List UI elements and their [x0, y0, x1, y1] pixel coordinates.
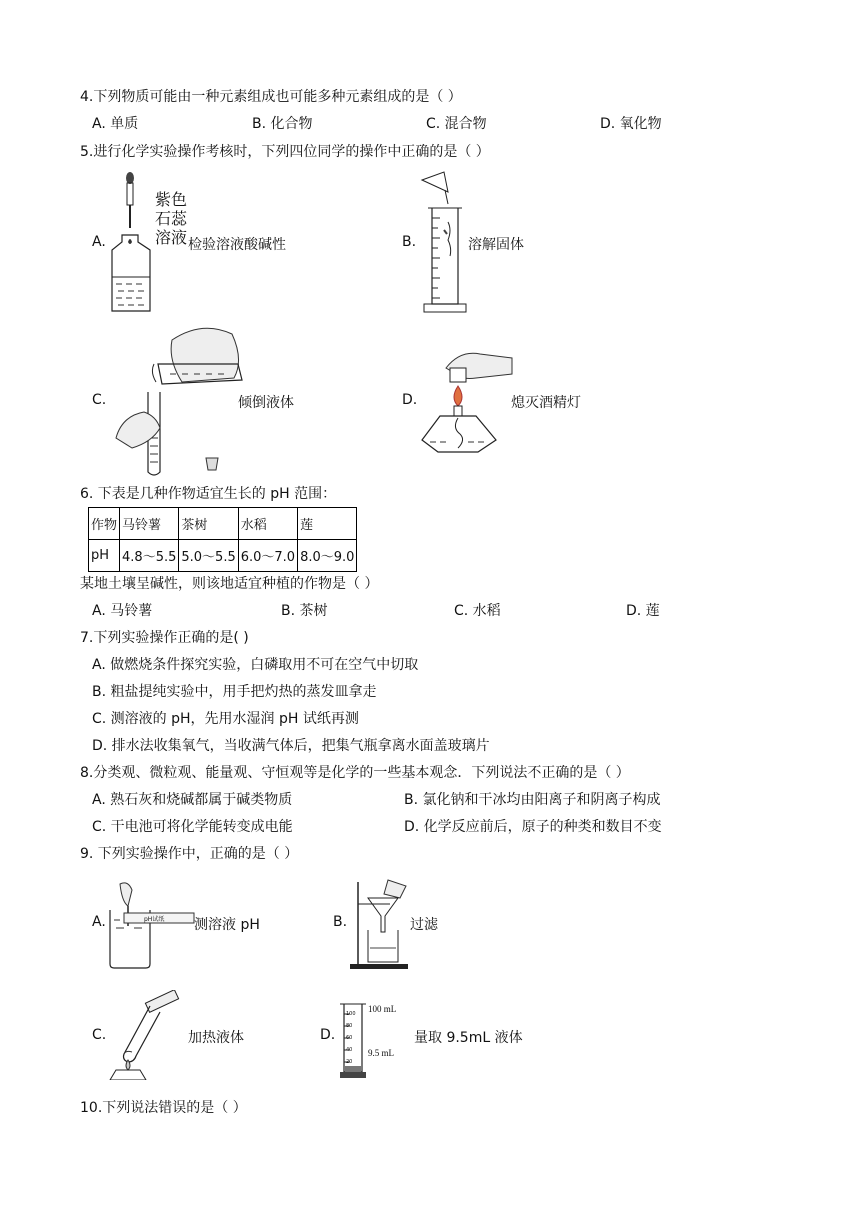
scale-tick-label: 100: [346, 1011, 356, 1017]
scale-tick-label: 20: [346, 1059, 353, 1065]
q5a-dropper-bottle-figure: [108, 170, 156, 315]
q9a-ph-test-figure: [106, 880, 196, 970]
q7-option-b: B. 粗盐提纯实验中，用手把灼热的蒸发皿拿走: [92, 684, 377, 700]
q9d-scale: [346, 1008, 356, 1068]
scale-tick-label: 80: [346, 1023, 353, 1029]
q9d-caption: 量取 9.5mL 液体: [414, 1030, 523, 1046]
table-cell: 莲: [298, 508, 357, 540]
q9d-mark-top: 100 mL: [368, 1004, 397, 1014]
table-cell: 5.0～5.5: [179, 540, 238, 572]
q9a-strip-label: pH试纸: [144, 916, 165, 923]
q4-stem: 4.下列物质可能由一种元素组成也可能多种元素组成的是（ ）: [80, 89, 462, 105]
q7-option-a: A. 做燃烧条件探究实验，白磷取用不可在空气中切取: [92, 657, 419, 673]
q9a-caption: 测溶液 pH: [194, 917, 260, 933]
q4-option-c: C. 混合物: [426, 116, 487, 132]
q9d-mark-bottom: 9.5 mL: [368, 1048, 394, 1058]
q5a-letter: A.: [92, 234, 106, 250]
table-cell: pH: [89, 540, 120, 572]
q10-stem: 10.下列说法错误的是（ ）: [80, 1100, 247, 1116]
q5c-letter: C.: [92, 392, 107, 408]
q5b-letter: B.: [402, 234, 417, 250]
q5a-label-line: 紫色: [155, 190, 188, 209]
q6-option-c: C. 水稻: [454, 603, 501, 619]
q5d-alcohol-lamp-figure: [420, 344, 516, 458]
scale-tick-label: 40: [346, 1047, 353, 1053]
q5d-caption: 熄灭酒精灯: [511, 395, 581, 411]
q8-option-a: A. 熟石灰和烧碱都属于碱类物质: [92, 792, 293, 808]
q9b-letter: B.: [333, 914, 348, 930]
q8-stem: 8.分类观、微粒观、能量观、守恒观等是化学的一些基本观念．下列说法不正确的是（ ）: [80, 765, 630, 781]
ph-range-table: [88, 507, 357, 572]
q5-stem: 5.进行化学实验操作考核时，下列四位同学的操作中正确的是（ ）: [80, 144, 490, 160]
q9c-letter: C.: [92, 1027, 107, 1043]
q5c-pouring-figure: [112, 320, 250, 478]
q8-option-d: D. 化学反应前后，原子的种类和数目不变: [404, 819, 662, 835]
q9c-caption: 加热液体: [188, 1030, 244, 1046]
table-cell: 水稻: [238, 508, 297, 540]
table-cell: 马铃薯: [120, 508, 179, 540]
q6-option-d: D. 莲: [626, 603, 660, 619]
q4-option-d: D. 氧化物: [600, 116, 662, 132]
table-cell: 8.0～9.0: [298, 540, 357, 572]
q4-option-b: B. 化合物: [252, 116, 313, 132]
q6-stem: 6. 下表是几种作物适宜生长的 pH 范围：: [80, 486, 337, 502]
q6-option-b: B. 茶树: [281, 603, 328, 619]
q5a-label-line: 石蕊: [155, 209, 188, 228]
q5a-litmus-label: [155, 190, 187, 247]
q7-option-d: D. 排水法收集氧气，当收满气体后，把集气瓶拿离水面盖玻璃片: [92, 738, 490, 754]
table-cell: 4.8～5.5: [120, 540, 179, 572]
q9b-filtration-figure: [348, 876, 410, 970]
table-header-row: [89, 508, 357, 540]
q5b-cylinder-figure: [418, 170, 468, 315]
q9-stem: 9. 下列实验操作中，正确的是（ ）: [80, 846, 299, 862]
table-cell: 茶树: [179, 508, 238, 540]
q7-stem: 7.下列实验操作正确的是( ): [80, 630, 249, 646]
q5c-caption: 倾倒液体: [238, 395, 294, 411]
scale-tick-label: 60: [346, 1035, 353, 1041]
q5b-caption: 溶解固体: [468, 237, 524, 253]
q5a-label-line: 溶液: [155, 228, 188, 247]
q9d-letter: D.: [320, 1027, 336, 1043]
q8-option-b: B. 氯化钠和干冰均由阳离子和阴离子构成: [404, 792, 661, 808]
q4-option-a: A. 单质: [92, 116, 139, 132]
q9a-letter: A.: [92, 914, 106, 930]
table-cell: 作物: [89, 508, 120, 540]
q9c-heating-figure: [108, 990, 188, 1080]
q7-option-c: C. 测溶液的 pH，先用水湿润 pH 试纸再测: [92, 711, 359, 727]
q6-question: 某地土壤呈碱性，则该地适宜种植的作物是（ ）: [80, 576, 379, 592]
q5d-letter: D.: [402, 392, 418, 408]
q9b-caption: 过滤: [410, 917, 438, 933]
q6-option-a: A. 马铃薯: [92, 603, 153, 619]
q8-option-c: C. 干电池可将化学能转变成电能: [92, 819, 293, 835]
table-cell: 6.0～7.0: [238, 540, 297, 572]
q5a-caption: 检验溶液酸碱性: [188, 237, 286, 253]
table-row: [89, 540, 357, 572]
